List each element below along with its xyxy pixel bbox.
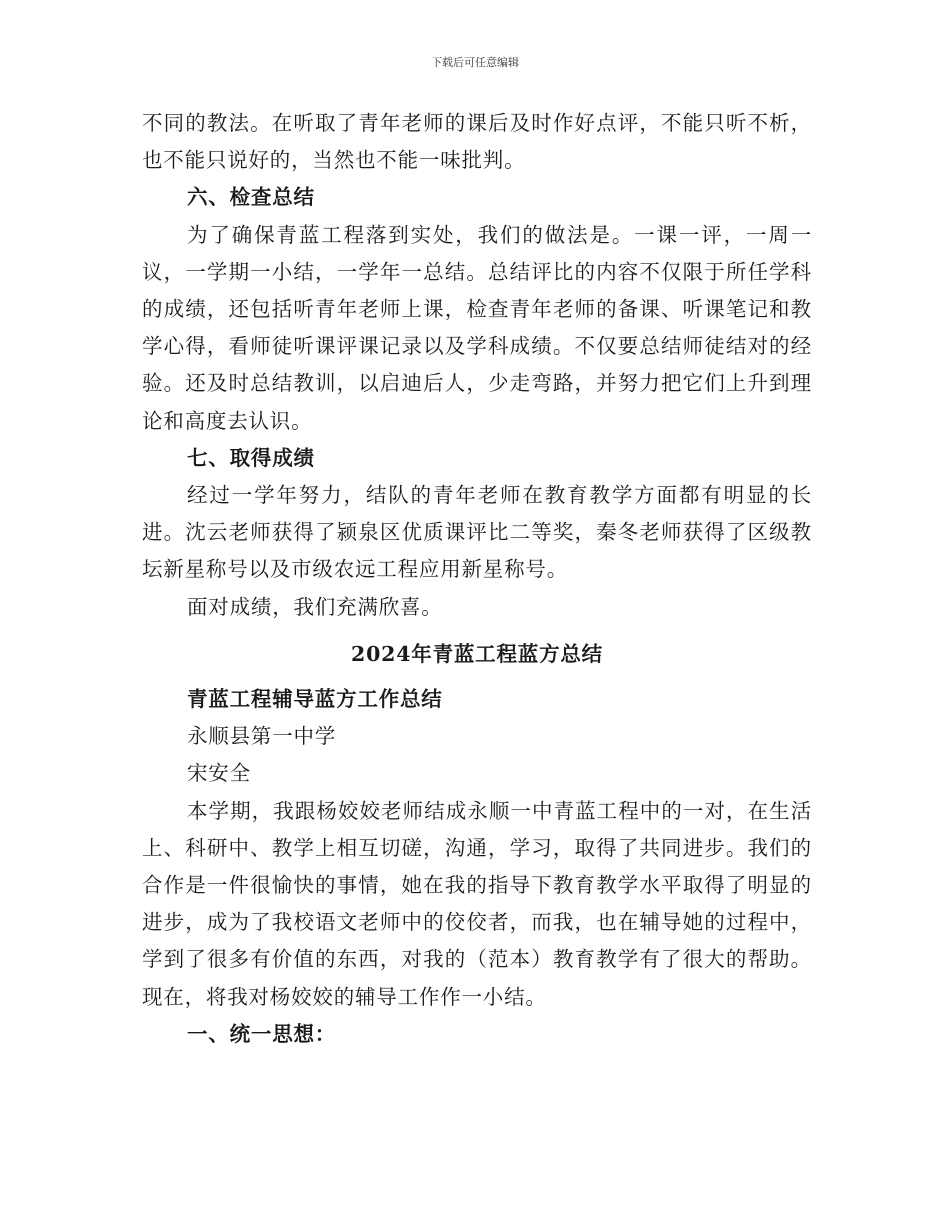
page-header: 下载后可任意编辑 [431, 56, 519, 69]
school-name: 永顺县第一中学 [187, 724, 337, 749]
author-name: 宋安全 [187, 761, 251, 786]
paragraph-introduction: 本学期，我跟杨姣姣老师结成永顺一中青蓝工程中的一对，在生活上、科研中、教学上相互切磋，沟通，学习，取得了共同进步。我们的合作是一件很愉快的事情，她在我的指导下教育教学水平取得了明显的进步，成为了我校语文老师中的佼佼者，而我，也在辅导她的过程中，学到了很多有价值的东西，对我的（范本）教育教学有了很大的帮助。现在，将我对杨姣姣的辅导工作作一小结。 [142, 798, 812, 1009]
document-body [142, 105, 812, 1053]
section-heading-six: 六、检查总结 [187, 185, 315, 210]
document-title: 2024年青蓝工程蓝方总结 [351, 641, 603, 666]
section-heading-one: 一、统一思想： [187, 1021, 337, 1046]
paragraph-teaching-methods: 不同的教法。在听取了青年老师的课后及时作好点评，不能只听不析，也不能只说好的，当然也不能一味批判。 [142, 111, 812, 173]
document-subtitle: 青蓝工程辅导蓝方工作总结 [187, 687, 443, 712]
paragraph-check-summary: 为了确保青蓝工程落到实处，我们的做法是。一课一评，一周一议，一学期一小结，一学年一总结。总结评比的内容不仅限于所任学科的成绩，还包括听青年老师上课，检查青年老师的备课、听课笔记和教学心得，看师徒听课评课记录以及学科成绩。不仅要总结师徒结对的经验。还及时总结教训，以启迪后人，少走弯路，并努力把它们上升到理论和高度去认识。 [142, 222, 812, 433]
paragraph-achievements: 经过一学年努力，结队的青年老师在教育教学方面都有明显的长进。沈云老师获得了颍泉区优质课评比二等奖，秦冬老师获得了区级教坛新星称号以及市级农远工程应用新星称号。 [142, 483, 812, 582]
paragraph-joy: 面对成绩，我们充满欣喜。 [187, 594, 443, 619]
section-heading-seven: 七、取得成绩 [187, 445, 315, 470]
